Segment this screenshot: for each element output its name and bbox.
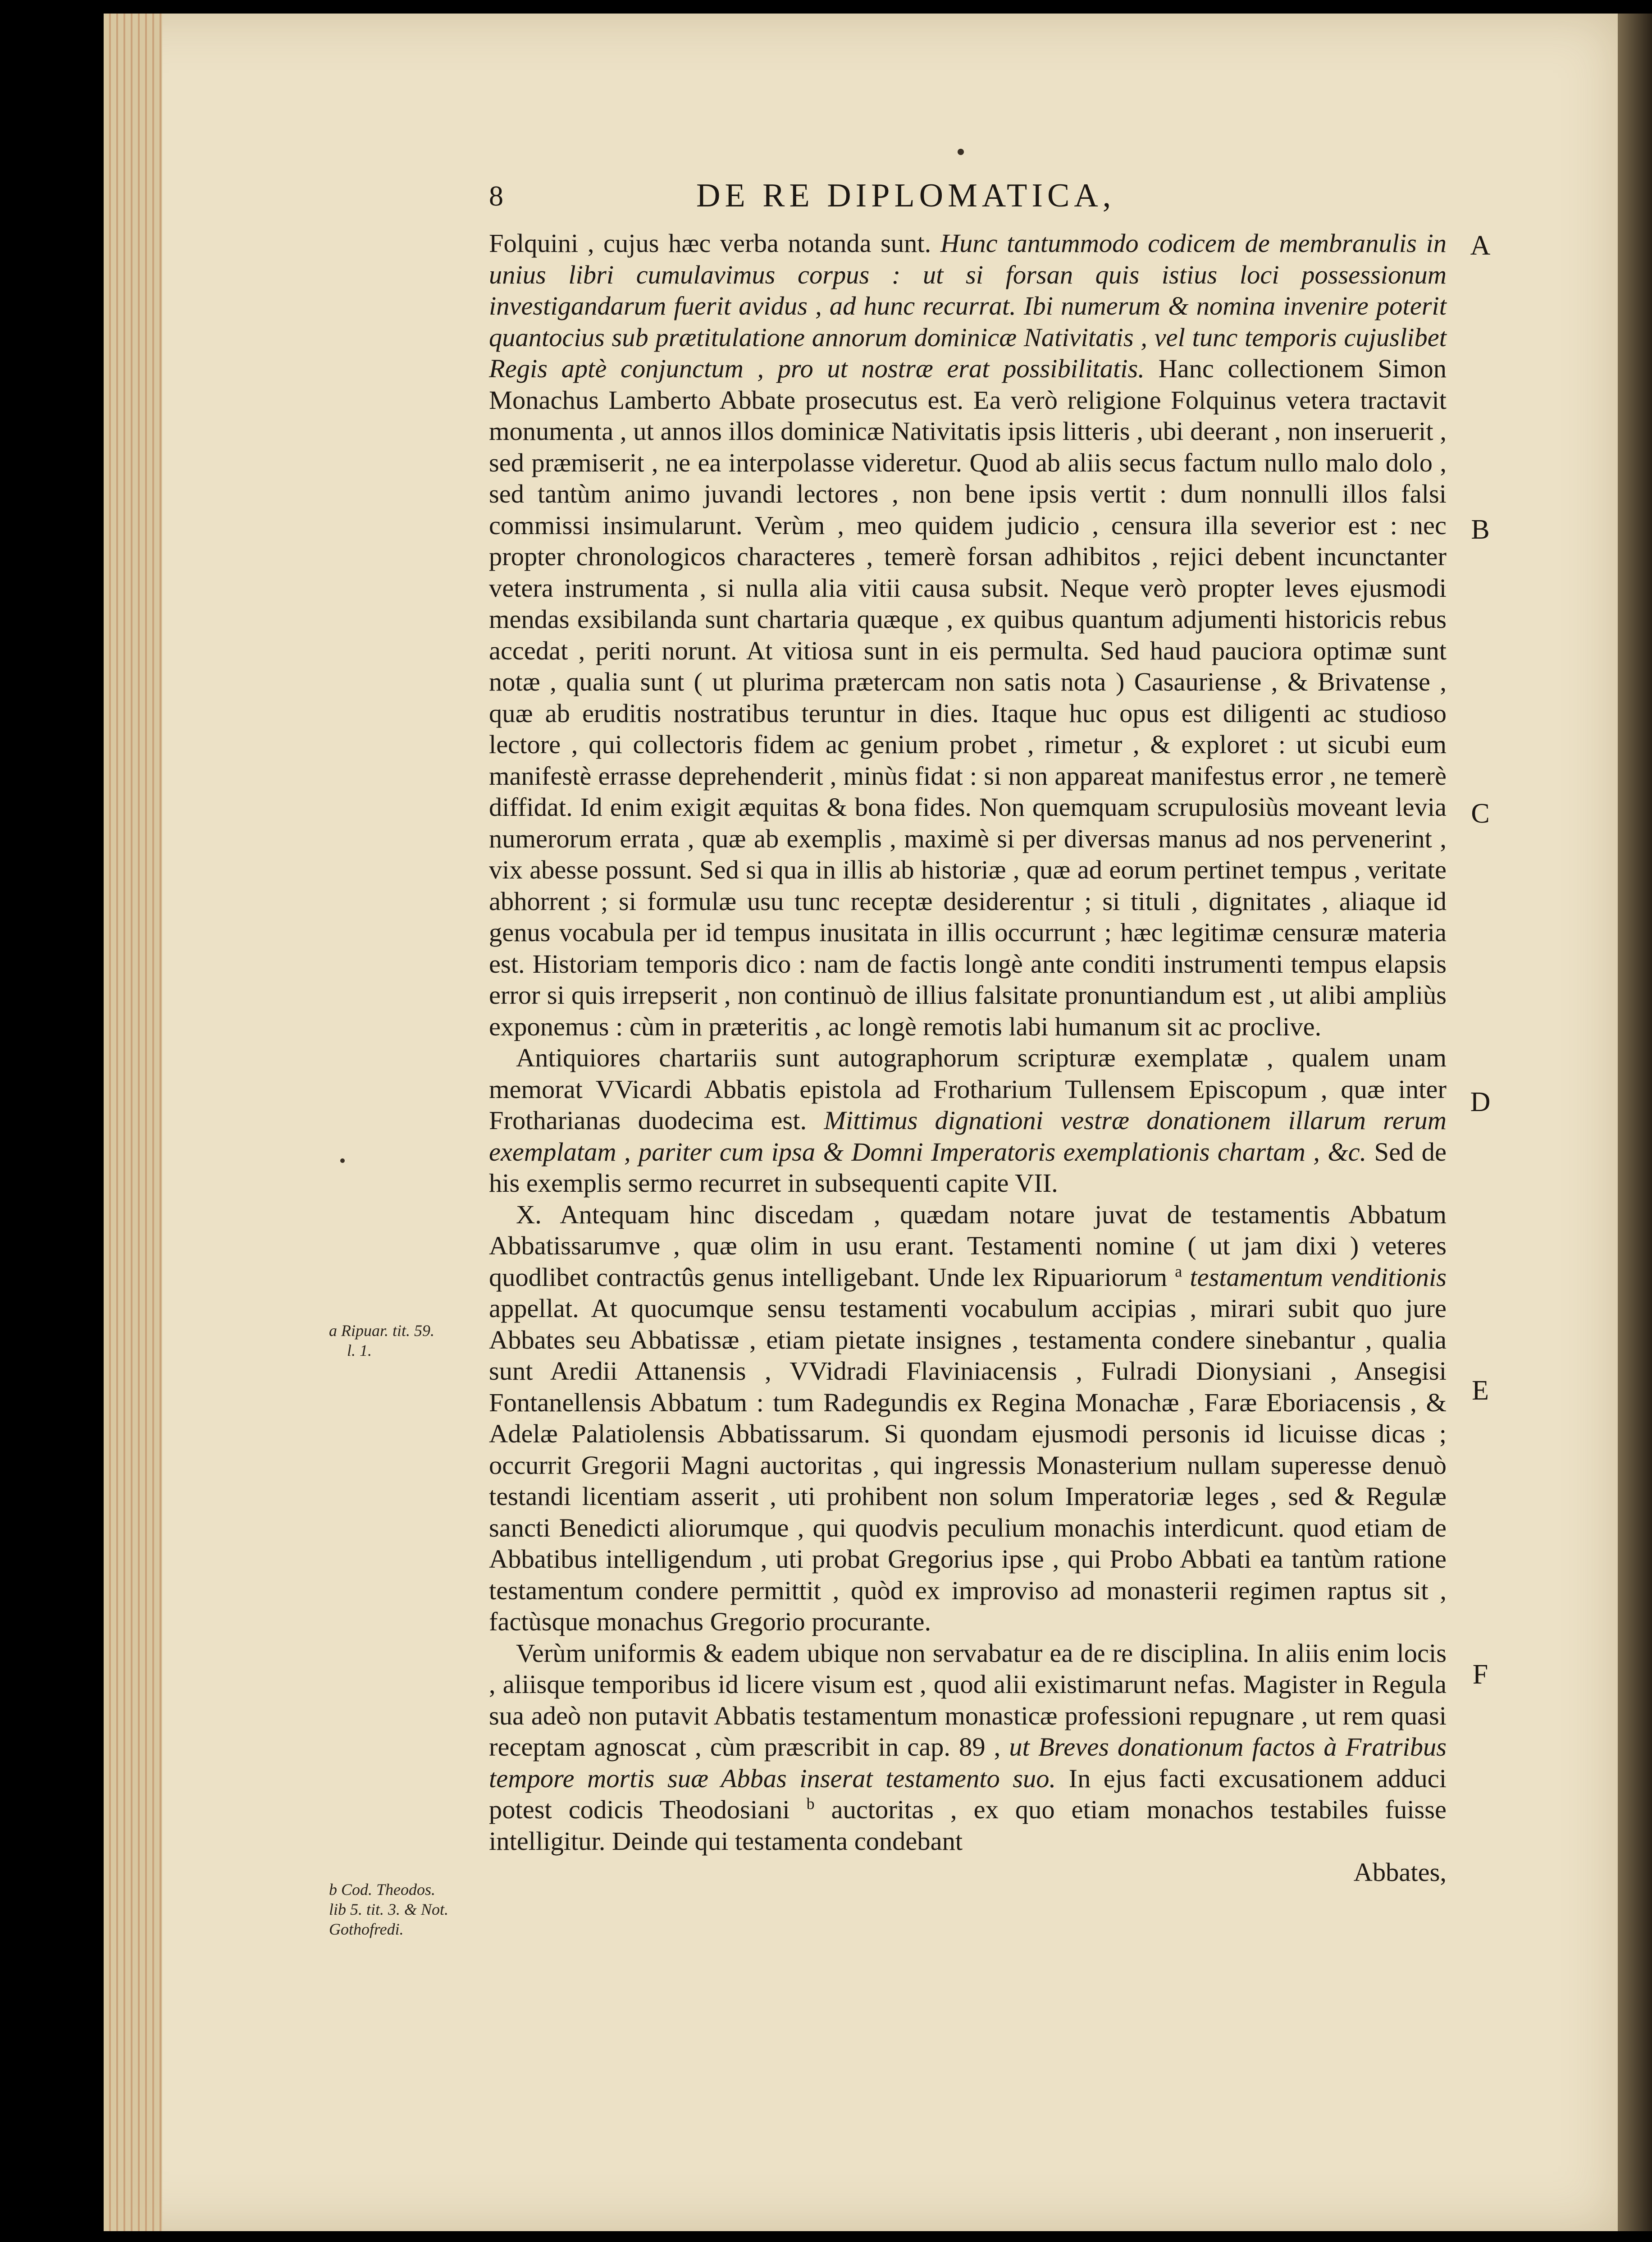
- ink-speck: [340, 1158, 345, 1163]
- paragraph: Verùm uniformis & eadem ubique non servabatur ea de re disciplina. In aliis enim locis , aliisque temporibus id licere visum est , quod alii existimarunt nefas. Magister in Regula sua adeò non putavit Abbatis testamentum monasticæ professioni repugnare , ut rem quasi receptam agnoscat , cùm præscribit in cap. 89 , ut Breves donationum factos à Fratribus tempore mortis suæ Abbas inserat testamento suo. In ejus facti excusationem adduci potest codicis Theodosiani $^b$ auctoritas , ex quo etiam monachos testabiles fuisse intelligitur. Deinde qui testamenta condebant: [489, 1638, 1447, 1856]
- side-note-line: b Cod. Theodos.: [329, 1881, 436, 1899]
- margin-letter-b: B: [1471, 514, 1490, 545]
- body-text: [489, 228, 1447, 1888]
- catchword: Abbates,: [1353, 1858, 1447, 1887]
- ink-speck: [958, 149, 964, 155]
- side-note-line: lib 5. tit. 3. & Not.: [329, 1900, 449, 1918]
- margin-letter-c: C: [1471, 798, 1490, 829]
- running-header: [489, 177, 1433, 217]
- paragraph: Folquini , cujus hæc verba notanda sunt. Hunc tantummodo codicem de membranulis in unius libri cumulavimus corpus : ut si forsan quis istius loci possessionum investigandarum fuerit avidus , ad hunc recurrat. Ibi numerum & nomina invenire poterit quantocius sub prætitulatione annorum dominicæ Nativitatis , vel tunc temporis cujuslibet Regis aptè conjunctum , pro ut nostræ erat possibilitatis. Hanc collectionem Simon Monachus Lamberto Abbate prosecutus est. Ea verò religione Folquinus vetera tractavit monumenta , ut annos illos dominicæ Nativitatis ipsis litteris , ubi deerant , non inseruerit , sed præmiserit , ne ea interpolasse videretur. Quod ab aliis secus factum nullo malo dolo , sed tantùm animo juvandi lectores , non bene ipsis vertit : dum nonnulli illos falsi commissi insimularunt. Verùm , meo quidem judicio , censura illa severior est : nec propter chronologicos characteres , temerè forsan adhibitos , rejici debent incunctanter vetera instrumenta , si nulla alia vitii causa subsit. Neque verò propter leves ejusmodi mendas exsibilanda sunt chartaria quæque , ex quibus quantum adjumenti historicis rebus accedat , periti norunt. At vitiosa sunt in eis permulta. Sed haud pauciora optimæ sunt notæ , qualia sunt ( ut plurima prætercam non satis nota ) Casauriense , & Brivatense , quæ ab eruditis nostratibus teruntur in dies. Itaque huc opus est diligenti ac studioso lectore , qui collectoris fidem ac genium probet , rimetur , & exploret : ut sicubi eum manifestè errasse deprehenderit , minùs fidat : si non appareat manifestus error , ne temerè diffidat. Id enim exigit æquitas & bona fides. Non quemquam scrupulosiùs moveant levia numerorum errata , quæ ab exemplis , maximè si per diversas manus ad nos pervenerint , vix abesse possunt. Sed si qua in illis ab historiæ , quæ ad eorum pertinet tempus , veritate abhorrent ; si formulæ usu tunc receptæ desiderentur ; si tituli , dignitates , aliaque id genus vocabula per id tempus inusitata in illis occurrunt ; hæc legitimæ censuræ materia est. Historiam temporis dico : nam de factis longè ante conditi instrumenti tempus elapsis error si quis irrepserit , non continuò de illius falsitate pronuntiandum est , ut alibi ampliùs exponemus : cùm in præteritis , ac longè remotis labi humanum sit ac proclive.: [489, 229, 1447, 1041]
- page-edges: [104, 14, 162, 2231]
- side-note-line: Gothofredi.: [329, 1920, 404, 1938]
- paragraph: Antiquiores chartariis sunt autographorum scripturæ exemplatæ , qualem unam memorat VVicardi Abbatis epistola ad Frotharium Tullensem Episcopum , quæ inter Frotharianas duodecima est. Mittimus dignationi vestræ donationem illarum rerum exemplatam , pariter cum ipsa & Domni Imperatoris exemplationis chartam , &c. Sed de his exemplis sermo recurret in subsequenti capite VII.: [489, 1043, 1447, 1198]
- running-title: DE RE DIPLOMATICA,: [696, 177, 1116, 214]
- side-note-line: l. 1.: [347, 1341, 372, 1359]
- margin-letter-f: F: [1472, 1659, 1488, 1690]
- book-gutter: [1618, 14, 1652, 2231]
- side-note-b: [329, 1880, 478, 1939]
- margin-letter-d: D: [1470, 1087, 1491, 1117]
- side-note-line: a Ripuar. tit. 59.: [329, 1322, 435, 1340]
- side-note-a: [329, 1321, 478, 1360]
- margin-letter-a: A: [1470, 230, 1491, 261]
- paragraph: X. Antequam hinc discedam , quædam notare juvat de testamentis Abbatum Abbatissarumve , quæ olim in usu erant. Testamenti nomine ( ut jam dixi ) veteres quodlibet contractûs genus intelligebant. Unde lex Ripuariorum $^a$ testamentum venditionis appellat. At quocumque sensu testamenti vocabulum accipias , mirari subit quo jure Abbates seu Abbatissæ , etiam pietate insignes , testamenta condere sinebantur , qualia sunt Aredii Attanensis , VVidradi Flaviniacensis , Fulradi Dionysiani , Ansegisi Fontanellensis Abbatum : tum Radegundis ex Regina Monachæ , Faræ Eboriacensis , & Adelæ Palatiolensis Abbatissarum. Si quondam ejusmodi personis id licuisse dicas ; occurrit Gregorii Magni auctoritas , qui ingressis Monasterium nullam superesse denuò testandi licentiam asserit , uti prohibent non solum Imperatoriæ leges , sed & Regulæ sancti Benedicti aliorumque , qui quodvis peculium monachis interdicunt. quod etiam de Abbatibus intelligendum , uti probat Gregorius ipse , qui Probo Abbati ea tantùm ratione testamentum condere permittit , quòd ex improviso ad monasterii regimen raptus sit , factùsque monachus Gregorio procurante.: [489, 1199, 1447, 1636]
- page-number: 8: [489, 180, 503, 212]
- margin-letter-e: E: [1472, 1375, 1489, 1406]
